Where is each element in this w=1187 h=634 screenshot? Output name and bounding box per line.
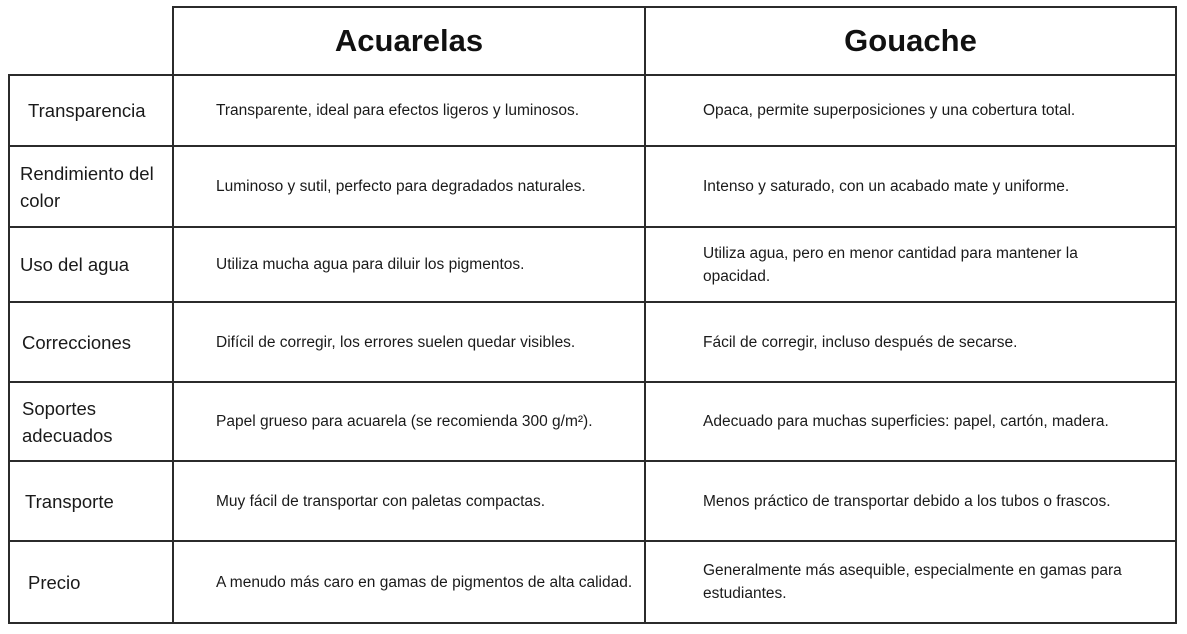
row-label: Rendimiento del color [20,162,154,211]
acuarelas-cell: Utiliza mucha agua para diluir los pigmentos. [216,256,525,273]
gouache-cell: Fácil de corregir, incluso después de secarse. [703,333,1018,351]
row-label: Soportes adecuados [22,397,113,446]
header-gouache: Gouache [844,23,977,58]
header-acuarelas: Acuarelas [334,23,484,58]
table-row [0,383,1187,460]
table-row [0,228,1187,301]
gouache-cell: Intenso y saturado, con un acabado mate y uniforme. [703,178,1070,195]
table-row [0,462,1187,540]
table-row [0,303,1187,381]
acuarelas-cell: Papel grueso para acuarela (se recomienda 300 g/m²). [216,413,593,430]
gouache-cell: Menos práctico de transportar debido a los tubos o frascos. [703,492,1111,510]
table-row [0,147,1187,226]
gouache-cell: Generalmente más asequible, especialmente en gamas para estudiantes. [703,562,1122,602]
acuarelas-cell: Difícil de corregir, los errores suelen quedar visibles. [216,333,576,351]
acuarelas-cell: A menudo más caro en gamas de pigmentos de alta calidad. [216,573,633,591]
row-label: Transparencia [28,100,146,121]
gouache-cell: Adecuado para muchas superficies: papel, cartón, madera. [703,413,1109,430]
acuarelas-cell: Luminoso y sutil, perfecto para degradados naturales. [216,178,586,195]
row-label: Correcciones [22,331,131,353]
table-row [0,76,1187,145]
row-label: Uso del agua [20,254,130,275]
acuarelas-cell: Muy fácil de transportar con paletas compactas. [216,492,546,510]
row-label: Transporte [25,490,114,512]
row-label: Precio [28,571,81,593]
table-row [0,542,1187,622]
gouache-cell: Opaca, permite superposiciones y una cobertura total. [703,102,1076,119]
table-bottom-border [8,622,1177,624]
gouache-cell: Utiliza agua, pero en menor cantidad para mantener la opacidad. [703,244,1078,285]
acuarelas-cell: Transparente, ideal para efectos ligeros y luminosos. [216,102,580,119]
